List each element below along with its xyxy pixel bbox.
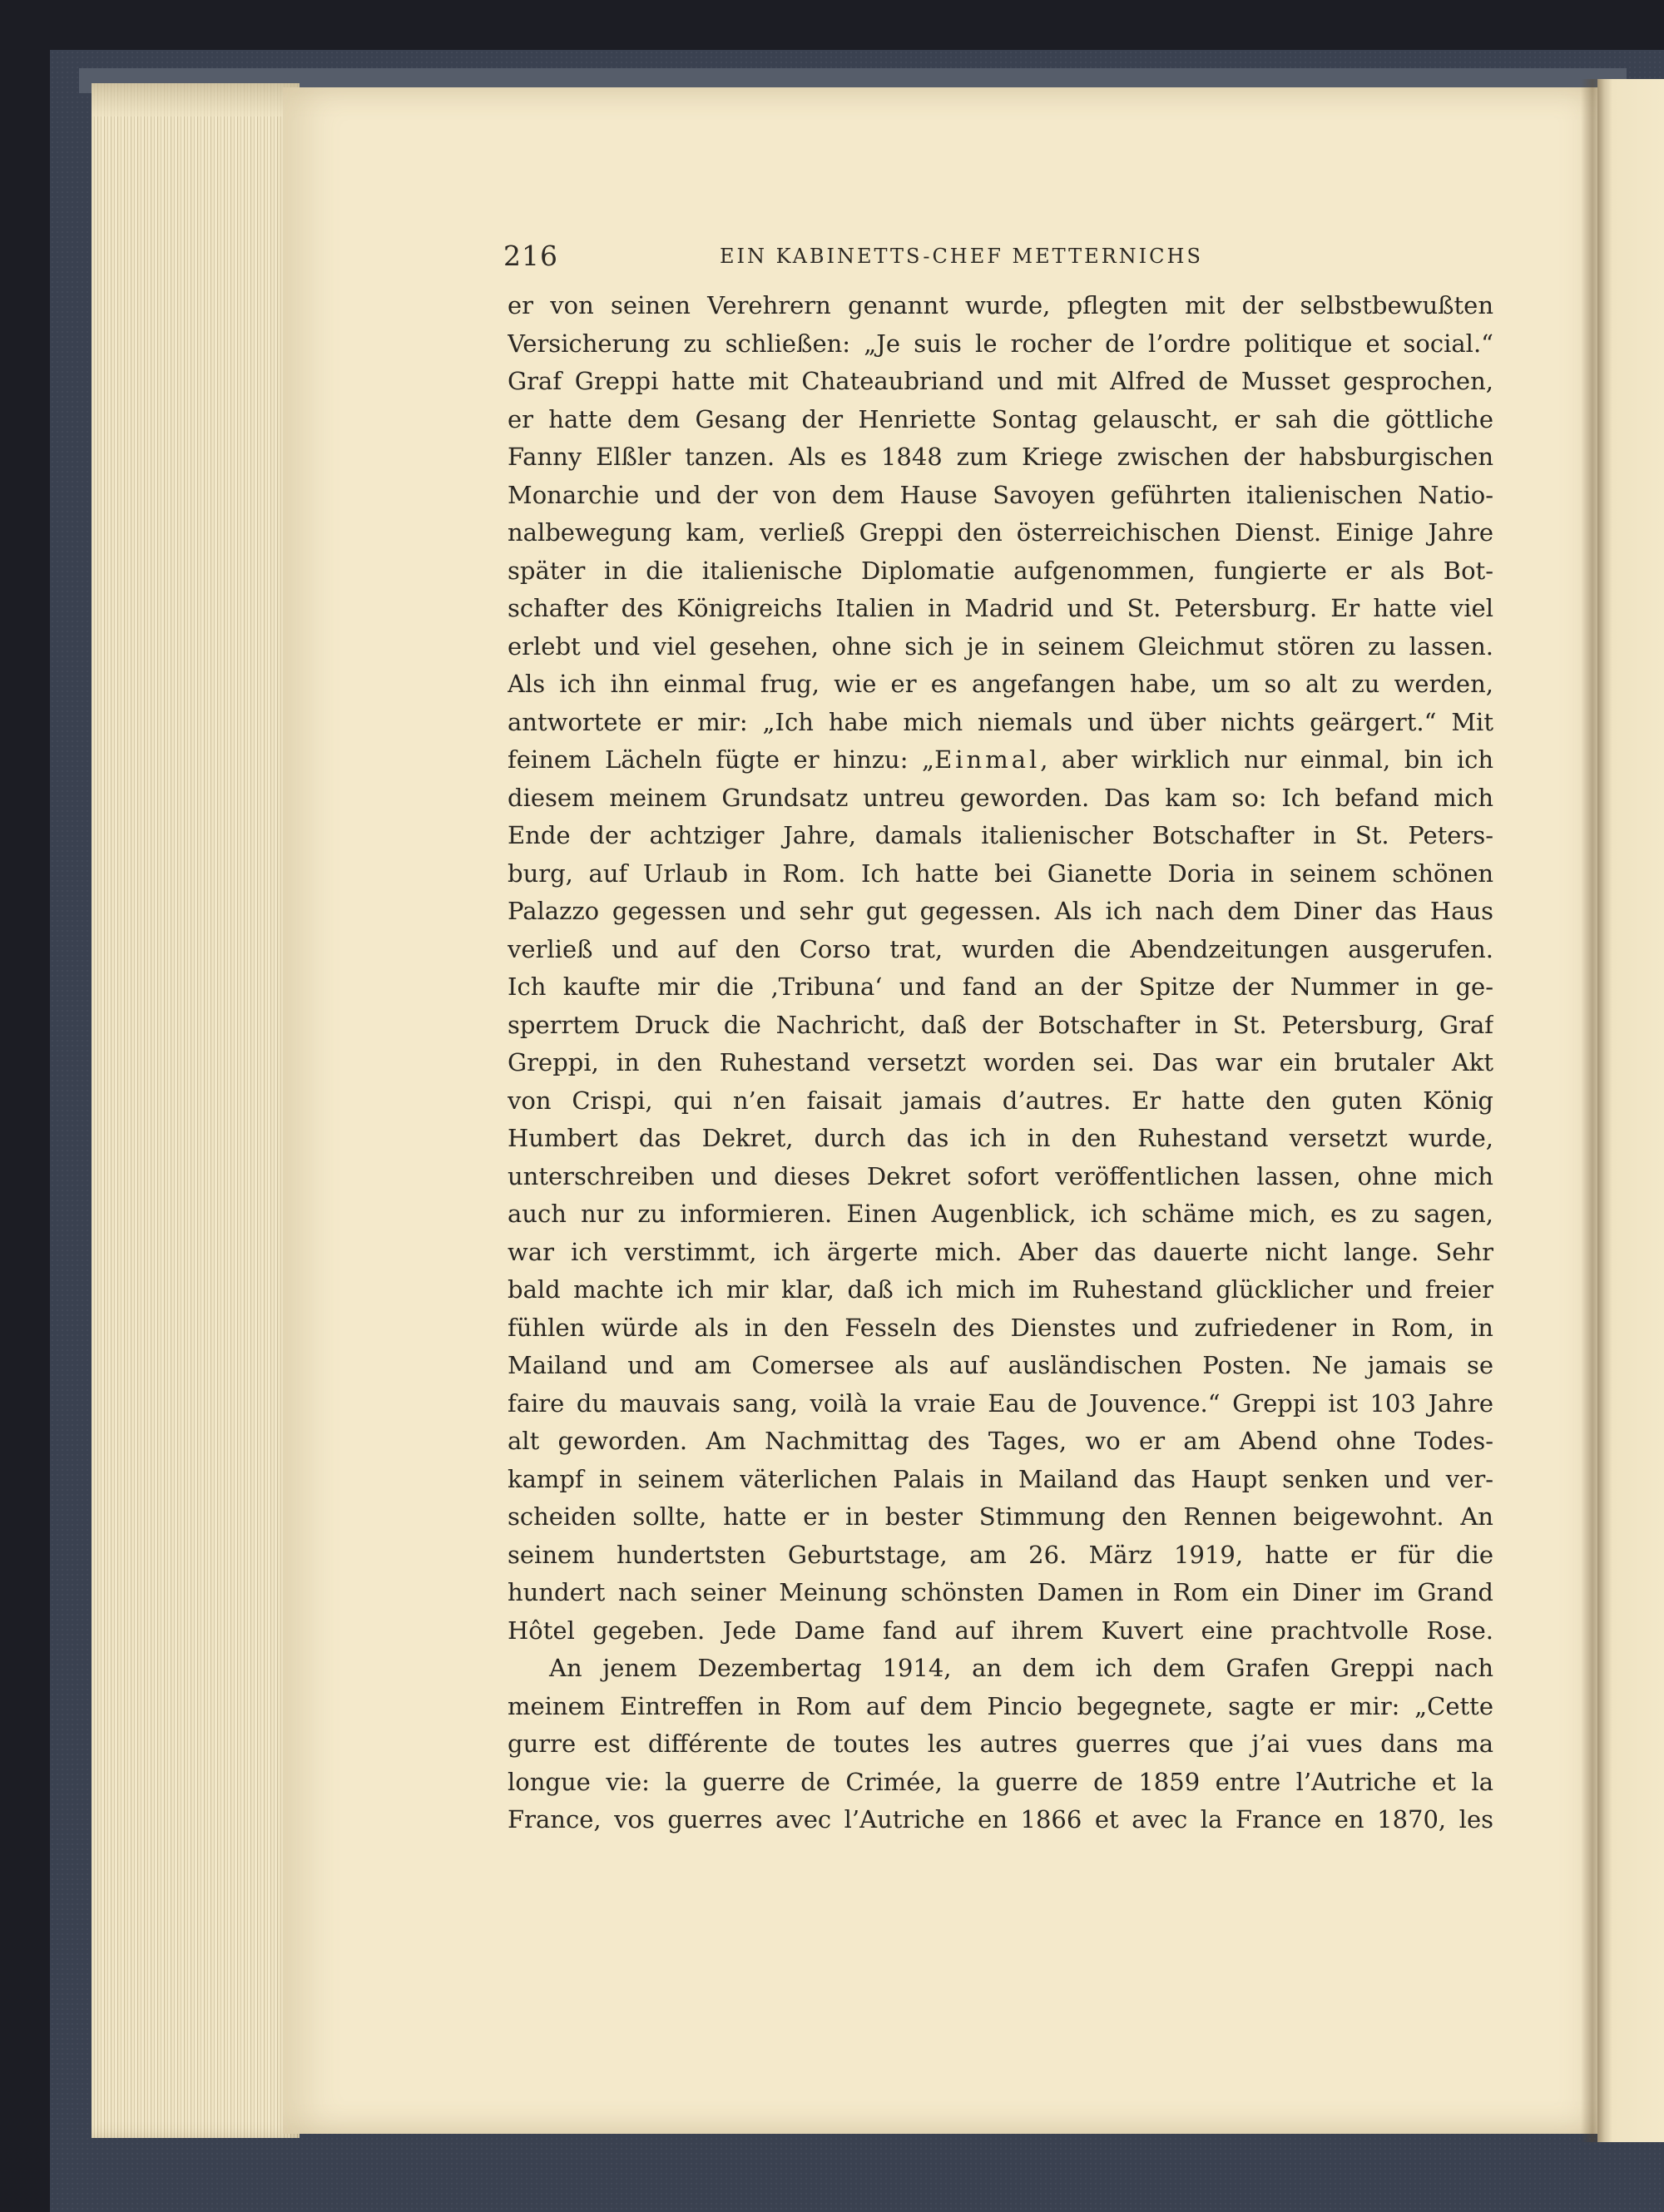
text-line: er von seinen Verehrern genannt wurde, pflegten mit der selbstbewußten (508, 291, 1493, 319)
text-line: von Crispi, qui n’en faisait jamais d’autres. Er hatte den guten König (508, 1086, 1493, 1115)
text-line: Fanny Elßler tanzen. Als es 1848 zum Kriege zwischen der habsburgischen (508, 443, 1493, 471)
text-line: gurre est différente de toutes les autres guerres que j’ai vues dans ma (508, 1730, 1493, 1758)
text-line: war ich verstimmt, ich ärgerte mich. Aber das dauerte nicht lange. Sehr (508, 1237, 1493, 1266)
text-line: Hôtel gegeben. Jede Dame fand auf ihrem Kuvert eine prachtvolle Rose. (508, 1616, 1493, 1645)
text-line: später in die italienische Diplomatie aufgenommen, fungierte er als Bot- (508, 556, 1493, 585)
text-line: scheiden sollte, hatte er in bester Stimmung den Rennen beigewohnt. An (508, 1502, 1493, 1531)
text-line: auch nur zu informieren. Einen Augenblick, ich schäme mich, es zu sagen, (508, 1200, 1493, 1228)
text-line: meinem Eintreffen in Rom auf dem Pincio begegnete, sagte er mir: „Cette (508, 1691, 1493, 1720)
page-stack-shadow (92, 83, 300, 116)
text-line-indented: An jenem Dezembertag 1914, an dem ich dem Grafen Greppi nach (549, 1654, 1493, 1682)
text-line: erlebt und viel gesehen, ohne sich je in seinem Gleichmut stören zu lassen. (508, 631, 1493, 661)
running-head: EIN KABINETTS-CHEF METTERNICHS (720, 245, 1203, 268)
text-line: faire du mauvais sang, voilà la vraie Eau de Jouvence.“ Greppi ist 103 Jahre (508, 1388, 1493, 1418)
page-header (503, 240, 1502, 273)
text-line: unterschreiben und dieses Dekret sofort veröffentlichen lassen, ohne mich (508, 1161, 1493, 1190)
page-number: 216 (503, 240, 558, 272)
text-line: er hatte dem Gesang der Henriette Sontag gelauscht, er sah die göttliche (508, 404, 1493, 433)
line-rest: , aber wirklich nur einmal, bin ich (1040, 745, 1493, 774)
spaced-emphasis: Einmal (934, 745, 1041, 774)
text-line: Mailand und am Comersee als auf ausländischen Posten. Ne jamais se (508, 1351, 1493, 1379)
text-line: verließ und auf den Corso trat, wurden die Abendzeitungen ausgerufen. (508, 934, 1493, 963)
text-line: Versicherung zu schließen: „Je suis le rocher de l’ordre politique et social.“ (508, 329, 1493, 358)
text-line: schafter des Königreichs Italien in Madrid und St. Petersburg. Er hatte viel (508, 594, 1493, 622)
text-line: diesem meinem Grundsatz untreu geworden. Das kam so: Ich befand mich (508, 783, 1493, 812)
page-stack-edges (92, 83, 300, 2138)
body-text (508, 287, 1493, 1839)
text-line: longue vie: la guerre de Crimée, la guerre de 1859 entre l’Autriche et la (508, 1767, 1493, 1796)
open-quote: „ (922, 745, 935, 774)
text-line: fühlen würde als in den Fesseln des Dienstes und zufriedener in Rom, in (508, 1313, 1493, 1342)
text-line: antwortete er mir: „Ich habe mich niemals und über nichts geärgert.“ Mit (508, 707, 1493, 736)
facing-page (1597, 79, 1664, 2142)
text-line: Humbert das Dekret, durch das ich in den Ruhestand versetzt wurde, (508, 1124, 1493, 1152)
text-line: Palazzo gegessen und sehr gut gegessen. Als ich nach dem Diner das Haus (508, 897, 1493, 925)
text-line: sperrtem Druck die Nachricht, daß der Botschafter in St. Petersburg, Graf (508, 1010, 1493, 1039)
text-line: burg, auf Urlaub in Rom. Ich hatte bei Gianette Doria in seinem schönen (508, 859, 1493, 888)
text-line: Ende der achtziger Jahre, damals italienischer Botschafter in St. Peters- (508, 821, 1493, 849)
text-line: nalbewegung kam, verließ Greppi den österreichischen Dienst. Einige Jahre (508, 518, 1493, 547)
text-line: Monarchie und der von dem Hause Savoyen geführten italienischen Natio- (508, 480, 1493, 509)
text-line: Als ich ihn einmal frug, wie er es angefangen habe, um so alt zu werden, (508, 670, 1493, 698)
book-gutter (1581, 79, 1604, 2142)
text-line: Graf Greppi hatte mit Chateaubriand und mit Alfred de Musset gesprochen, (508, 367, 1493, 395)
text-line: hundert nach seiner Meinung schönsten Damen in Rom ein Diner im Grand (508, 1578, 1493, 1606)
text-line: France, vos guerres avec l’Autriche en 1866 et avec la France en 1870, les (508, 1805, 1493, 1833)
text-line: bald machte ich mir klar, daß ich mich im Ruhestand glücklicher und freier (508, 1275, 1493, 1304)
line-start: feinem Lächeln fügte er hinzu: (508, 745, 909, 774)
text-line: Greppi, in den Ruhestand versetzt worden sei. Das war ein brutaler Akt (508, 1048, 1493, 1076)
text-line: kampf in seinem väterlichen Palais in Mailand das Haupt senken und ver- (508, 1464, 1493, 1493)
text-line-composite (508, 741, 1493, 779)
text-line: alt geworden. Am Nachmittag des Tages, wo er am Abend ohne Todes- (508, 1427, 1493, 1455)
text-line: seinem hundertsten Geburtstage, am 26. März 1919, hatte er für die (508, 1540, 1493, 1569)
text-line: Ich kaufte mir die ‚Tribuna‘ und fand an der Spitze der Nummer in ge- (508, 972, 1493, 1001)
